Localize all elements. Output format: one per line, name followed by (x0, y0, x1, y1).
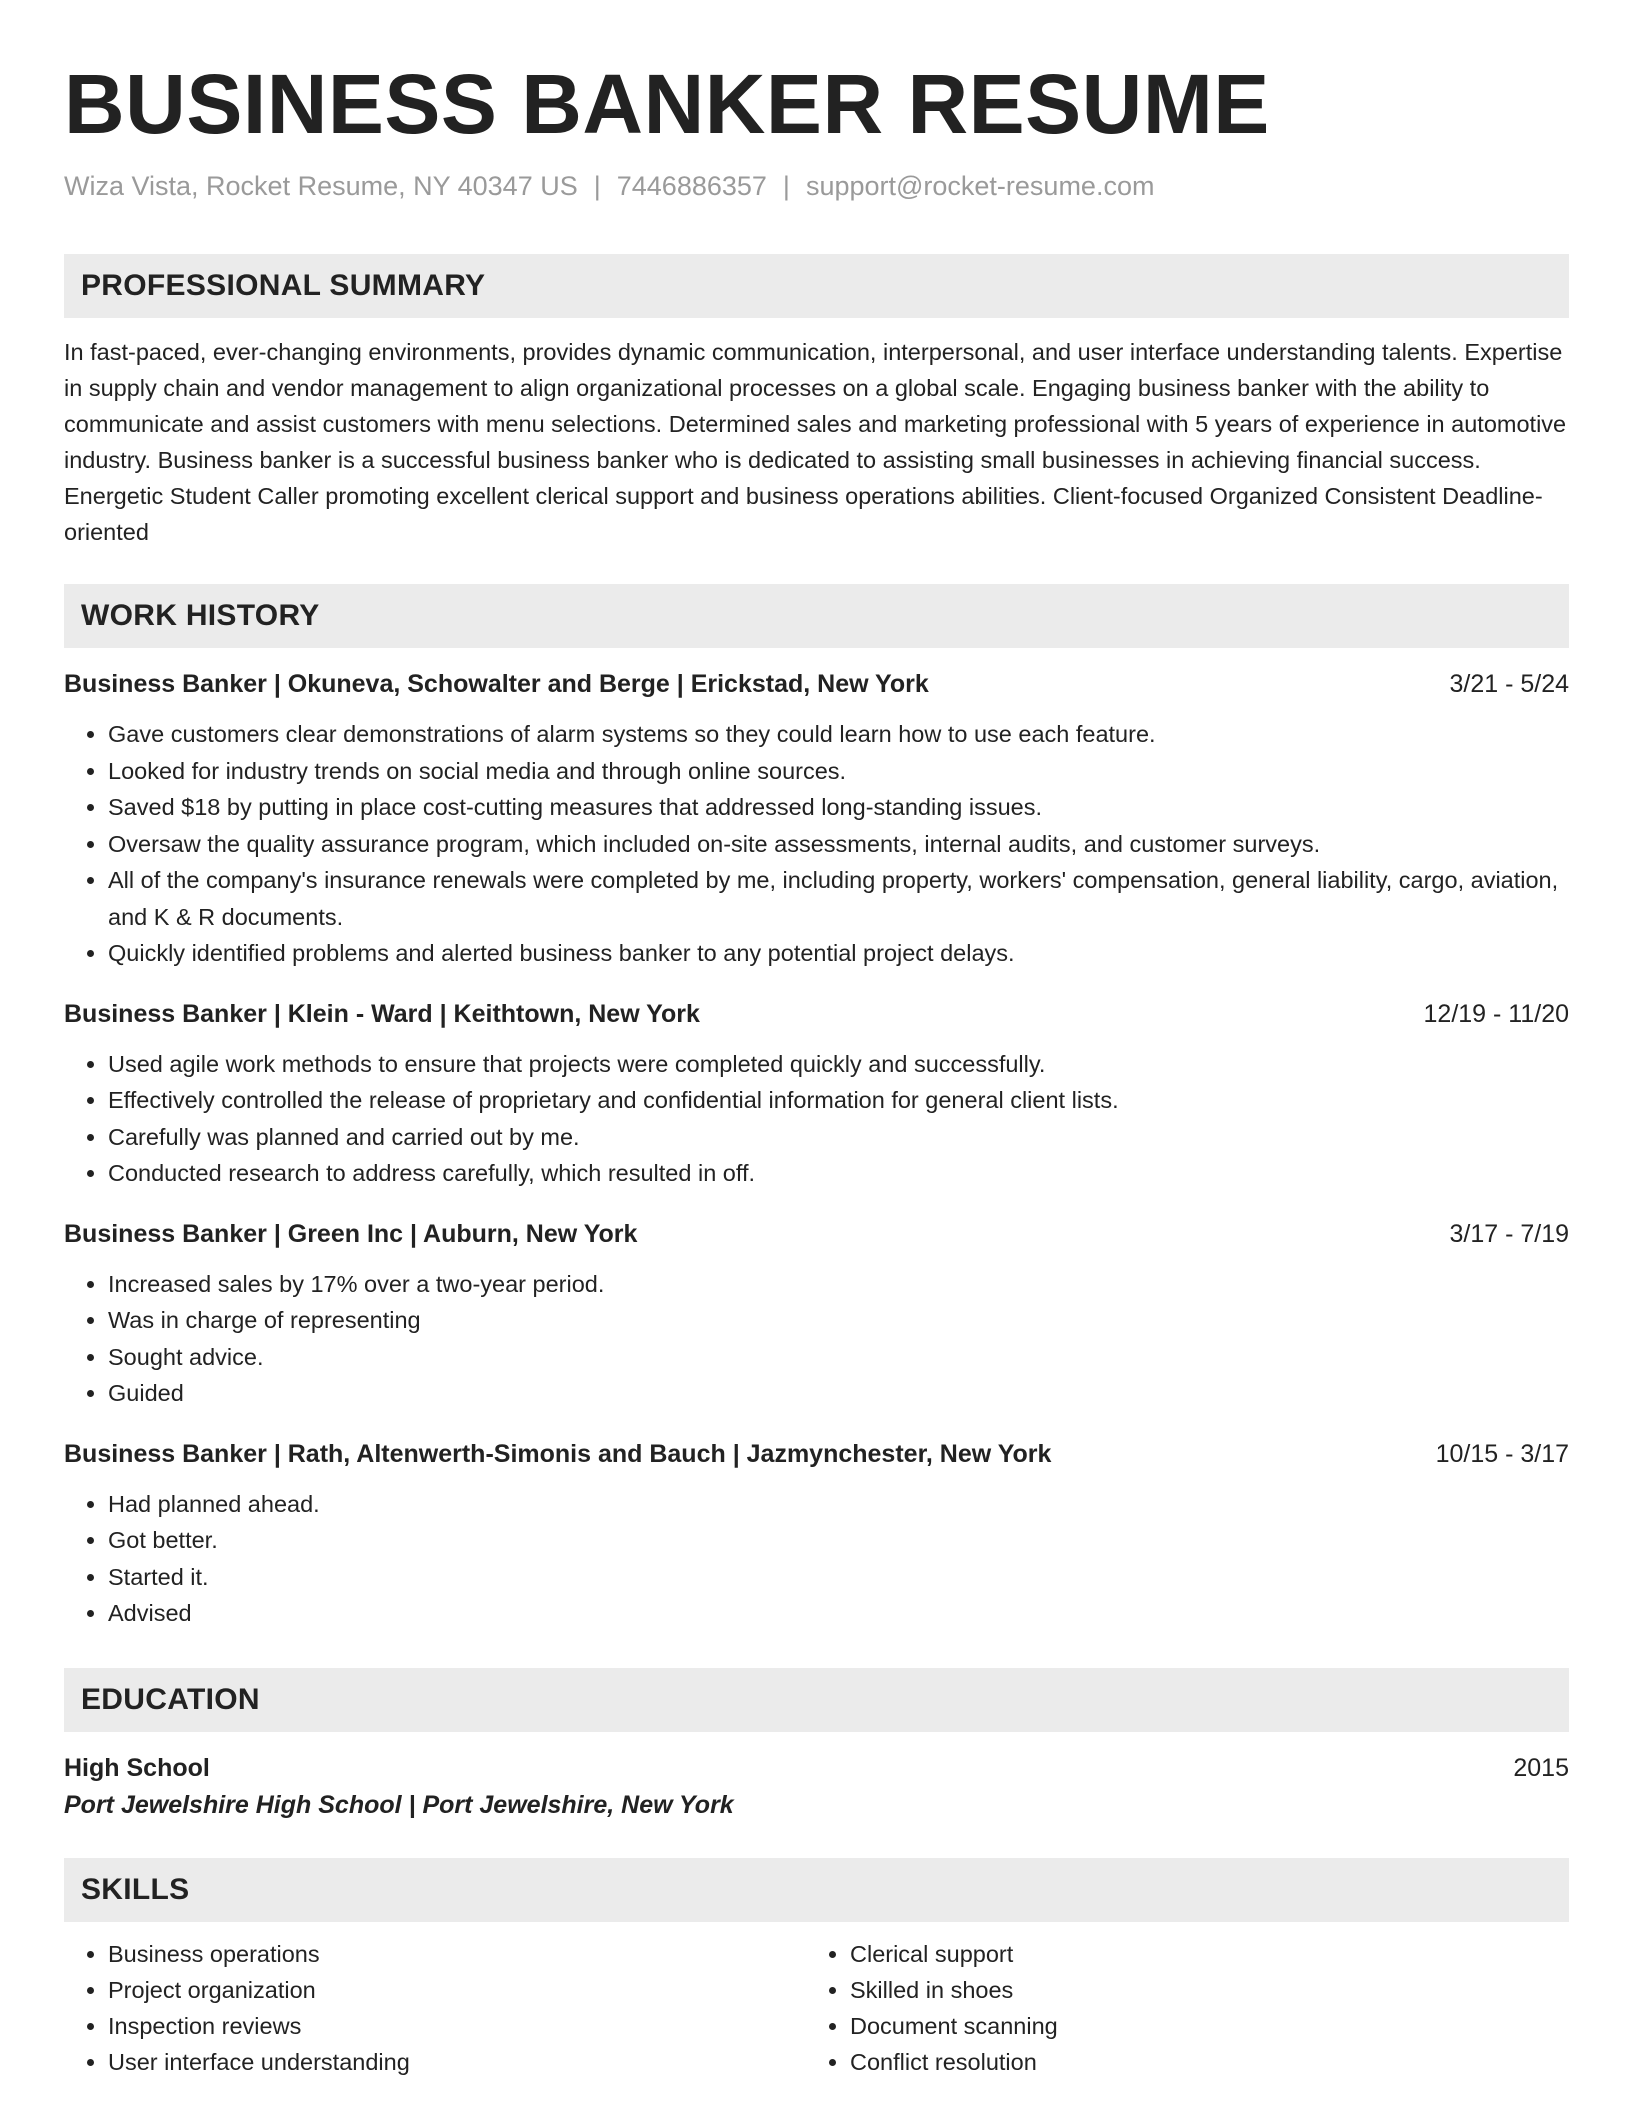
skill-item: • Inspection reviews (108, 2008, 806, 2044)
job-dates: 12/19 - 11/20 (1423, 999, 1569, 1028)
job-bullet: • Quickly identified problems and alerted business banker to any potential project delays. (108, 935, 1569, 972)
job-header (64, 1216, 1569, 1252)
job-bullets (64, 1486, 1569, 1632)
skill-item: • User interface understanding (108, 2044, 806, 2080)
contact-email: support@rocket-resume.com (805, 171, 1155, 201)
job-title: Business Banker | Klein - Ward | Keithtown, New York (64, 999, 700, 1028)
skill-item: • Business operations (108, 1936, 806, 1972)
contact-separator: | (782, 171, 790, 201)
job-header (64, 996, 1569, 1032)
contact-line (64, 168, 1569, 204)
job-bullet: • Oversaw the quality assurance program, which included on-site assessments, internal audits, and customer surveys. (108, 826, 1569, 863)
job-header (64, 1436, 1569, 1472)
job-title: Business Banker | Green Inc | Auburn, New York (64, 1219, 638, 1248)
job-bullets (64, 1266, 1569, 1412)
skill-item: • Skilled in shoes (850, 1972, 1548, 2008)
section-heading-education: EDUCATION (64, 1668, 1569, 1732)
job-bullet: • All of the company's insurance renewals were completed by me, including property, workers' compensation, general liability, cargo, aviation, and K & R documents. (108, 862, 1569, 935)
job-bullet: • Used agile work methods to ensure that projects were completed quickly and successfully. (108, 1046, 1569, 1083)
job-dates: 3/17 - 7/19 (1449, 1219, 1569, 1248)
section-heading-skills: SKILLS (64, 1858, 1569, 1922)
education-degree: High School (64, 1753, 210, 1782)
job-entry (64, 1436, 1569, 1632)
skills-column-right (806, 1936, 1548, 2080)
education-row (64, 1750, 1569, 1786)
skill-item: • Clerical support (850, 1936, 1548, 1972)
contact-address: Wiza Vista, Rocket Resume, NY 40347 US (64, 171, 578, 201)
job-header (64, 666, 1569, 702)
education-school: Port Jewelshire High School | Port Jewelshire, New York (64, 1790, 734, 1819)
job-bullet: • Carefully was planned and carried out by me. (108, 1119, 1569, 1156)
job-title: Business Banker | Rath, Altenwerth-Simonis and Bauch | Jazmynchester, New York (64, 1439, 1052, 1468)
job-bullet: • Sought advice. (108, 1339, 1569, 1376)
job-entry (64, 666, 1569, 972)
job-entry (64, 1216, 1569, 1412)
job-entry (64, 996, 1569, 1192)
skill-item: • Conflict resolution (850, 2044, 1548, 2080)
summary-text: In fast-paced, ever-changing environments, provides dynamic communication, interpersonal, and user interface understanding talents. Expertise in supply chain and vendor management to align organizational processes on a global scale. Engaging business banker with the ability to communicate and assist customers with menu selections. Determined sales and marketing professional with 5 years of experience in automotive industry. Business banker is a successful business banker who is dedicated to assisting small businesses in achieving financial success. Energetic Student Caller promoting excellent clerical support and business operations abilities. Client-focused Organized Consistent Deadline-oriented (64, 339, 1567, 545)
skill-item: • Document scanning (850, 2008, 1548, 2044)
job-bullet: • Started it. (108, 1559, 1569, 1596)
job-dates: 10/15 - 3/17 (1435, 1439, 1569, 1468)
job-bullet: • Had planned ahead. (108, 1486, 1569, 1523)
skills-column-left (64, 1936, 806, 2080)
job-title: Business Banker | Okuneva, Schowalter and Berge | Erickstad, New York (64, 670, 929, 698)
job-bullet: • Gave customers clear demonstrations of alarm systems so they could learn how to use each feature. (108, 716, 1569, 753)
education-year: 2015 (1513, 1753, 1569, 1782)
skills-list (64, 1936, 1569, 2080)
work-history-list (64, 666, 1569, 1632)
job-bullet: • Guided (108, 1375, 1569, 1412)
job-bullet: • Looked for industry trends on social media and through online sources. (108, 753, 1569, 790)
job-bullets (64, 716, 1569, 972)
resume-title: BUSINESS BANKER RESUME (64, 57, 1270, 151)
job-bullet: • Effectively controlled the release of proprietary and confidential information for general client lists. (108, 1082, 1569, 1119)
job-bullet: • Was in charge of representing (108, 1302, 1569, 1339)
job-dates: 3/21 - 5/24 (1449, 670, 1569, 698)
job-bullet: • Conducted research to address carefully, which resulted in off. (108, 1155, 1569, 1192)
contact-separator: | (593, 171, 601, 201)
section-heading-work-history: WORK HISTORY (64, 584, 1569, 648)
job-bullets (64, 1046, 1569, 1192)
job-bullet: • Saved $18 by putting in place cost-cutting measures that addressed long-standing issues. (108, 789, 1569, 826)
skill-item: • Project organization (108, 1972, 806, 2008)
section-heading-summary: PROFESSIONAL SUMMARY (64, 254, 1569, 318)
job-bullet: • Advised (108, 1595, 1569, 1632)
contact-phone: 7446886357 (616, 171, 767, 201)
job-bullet: • Increased sales by 17% over a two-year period. (108, 1266, 1569, 1303)
job-bullet: • Got better. (108, 1522, 1569, 1559)
